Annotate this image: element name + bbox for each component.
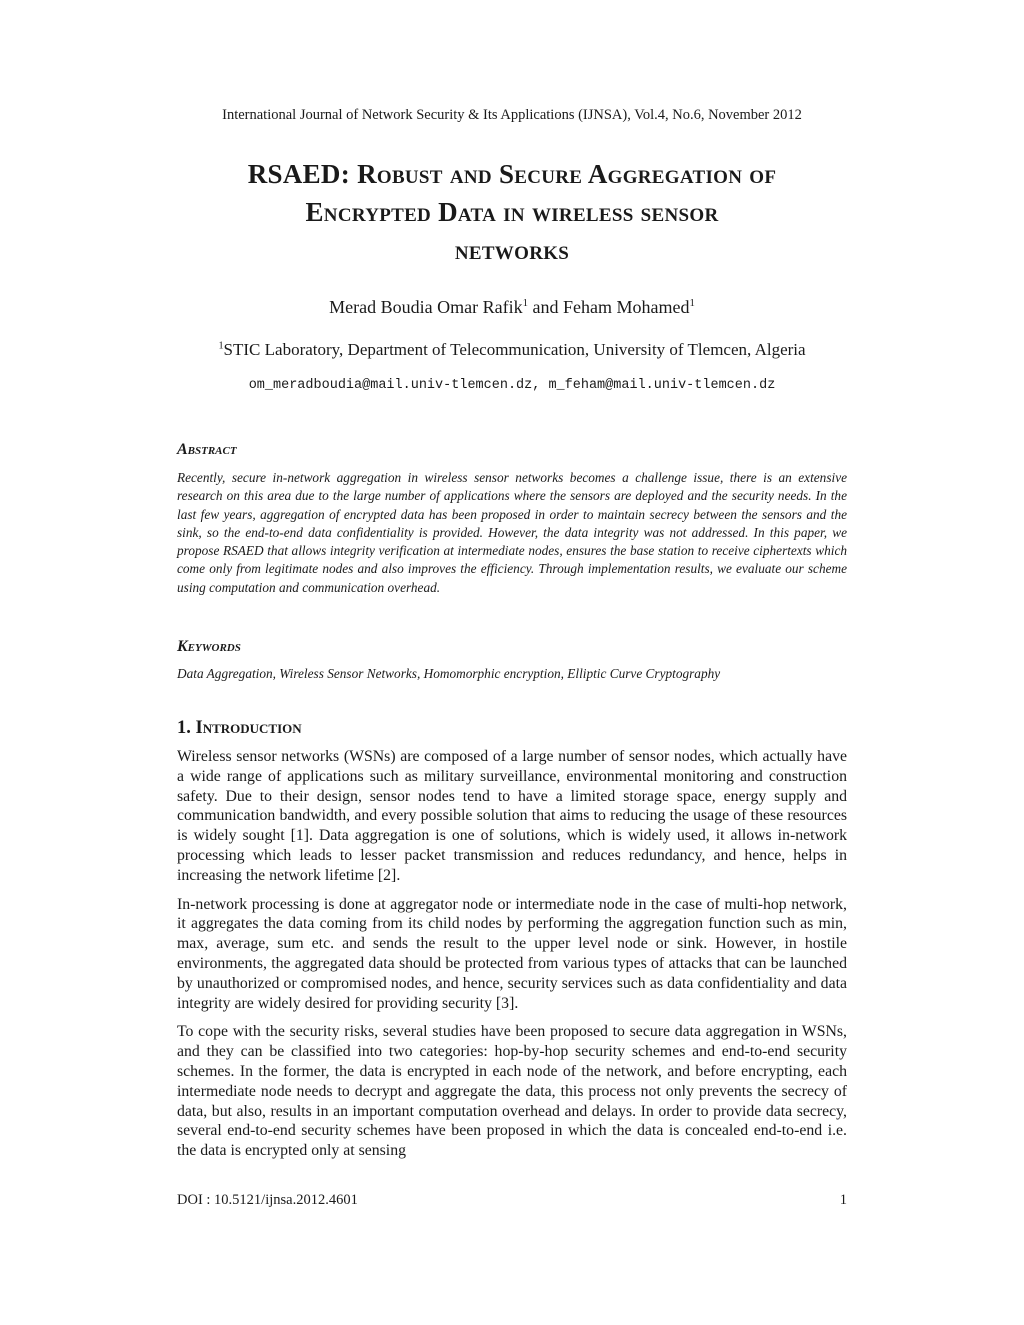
journal-header: International Journal of Network Security & Its Applications (IJNSA), Vol.4, No.6, November 2012 xyxy=(222,107,802,123)
author-line xyxy=(0,297,1024,318)
author-emails: om_meradboudia@mail.univ-tlemcen.dz, m_feham@mail.univ-tlemcen.dz xyxy=(248,378,776,393)
keywords-body: Data Aggregation, Wireless Sensor Networks, Homomorphic encryption, Elliptic Curve Cryptography xyxy=(177,666,721,681)
abstract-section xyxy=(177,441,847,597)
doi-text: DOI : 10.5121/ijnsa.2012.4601 xyxy=(177,1192,358,1208)
affiliation xyxy=(0,340,1024,360)
keywords-heading: Keywords xyxy=(177,638,241,655)
author-name: and Feham Mohamed xyxy=(527,297,690,317)
body-paragraph: To cope with the security risks, several studies have been proposed to secure data aggregation in WSNs, and they can be classified into two categories: hop-by-hop security schemes and end-to-end security schemes. In the former, the data is encrypted in each node of the network, and before encrypting, each intermediate node needs to decrypt and aggregate the data, this process not only prevents the secrecy of data, but also, results in an important computation overhead and delays. In order to provide data secrecy, several end-to-end security schemes have been proposed in which the data is concealed end-to-end i.e. the data is encrypted only at sensing xyxy=(177,1023,847,1160)
keywords-section xyxy=(177,638,847,682)
author-name: Merad Boudia Omar Rafik xyxy=(329,297,523,317)
page-number: 1 xyxy=(839,1192,847,1208)
paper-title xyxy=(140,155,884,269)
body-paragraph: In-network processing is done at aggregator node or intermediate node in the case of multi-hop network, it aggregates the data coming from its child nodes by performing the aggregation function such as min, max, average, sum etc. and sends the result to the upper level node or sink. However, in hostile environments, the aggregated data should be protected from various types of attacks that can be launched by unauthorized or compromised nodes, and hence, security services such as data confidentiality and data integrity are widely desired for providing security [3]. xyxy=(177,895,847,1012)
abstract-body: Recently, secure in-network aggregation in wireless sensor networks becomes a challenge issue, there is an extensive research on this area due to the large number of applications where the sensors are deployed and the security needs. In the last few years, aggregation of encrypted data has been proposed in order to maintain secrecy between the sensors and the sink, so the end-to-end data confidentiality is provided. However, the data integrity was not addressed. In this paper, we propose RSAED that allows integrity verification at intermediate nodes, ensures the base station to receive ciphertexts which come only from legitimate nodes and also improves the efficiency. Through implementation results, we evaluate our scheme using computation and communication overhead. xyxy=(177,470,847,595)
affiliation-mark: 1 xyxy=(218,340,224,352)
section-heading: 1. Introduction xyxy=(177,718,302,738)
title-line: networks xyxy=(454,235,570,265)
body-paragraph: Wireless sensor networks (WSNs) are composed of a large number of sensor nodes, which actually have a wide range of applications such as military surveillance, environmental monitoring and construction safety. Due to their design, sensor nodes tend to have a limited storage space, energy supply and communication bandwidth, and every possible solution that aims to reducing the usage of these resources is widely sought [1]. Data aggregation is one of solutions, which is widely used, it allows in-network processing which leads to lesser packet transmission and reduces redundancy, and hence, helps in increasing the network lifetime [2]. xyxy=(177,748,847,884)
affiliation-text: STIC Laboratory, Department of Telecommunication, University of Tlemcen, Algeria xyxy=(223,340,806,359)
page-footer xyxy=(177,1192,847,1209)
author-affil-mark: 1 xyxy=(689,297,695,309)
title-line: RSAED: Robust and Secure Aggregation of xyxy=(247,159,777,189)
author-affil-mark: 1 xyxy=(522,297,528,309)
title-line: Encrypted Data in wireless sensor xyxy=(305,197,719,227)
abstract-heading: Abstract xyxy=(177,441,237,458)
introduction-section xyxy=(177,718,847,1161)
